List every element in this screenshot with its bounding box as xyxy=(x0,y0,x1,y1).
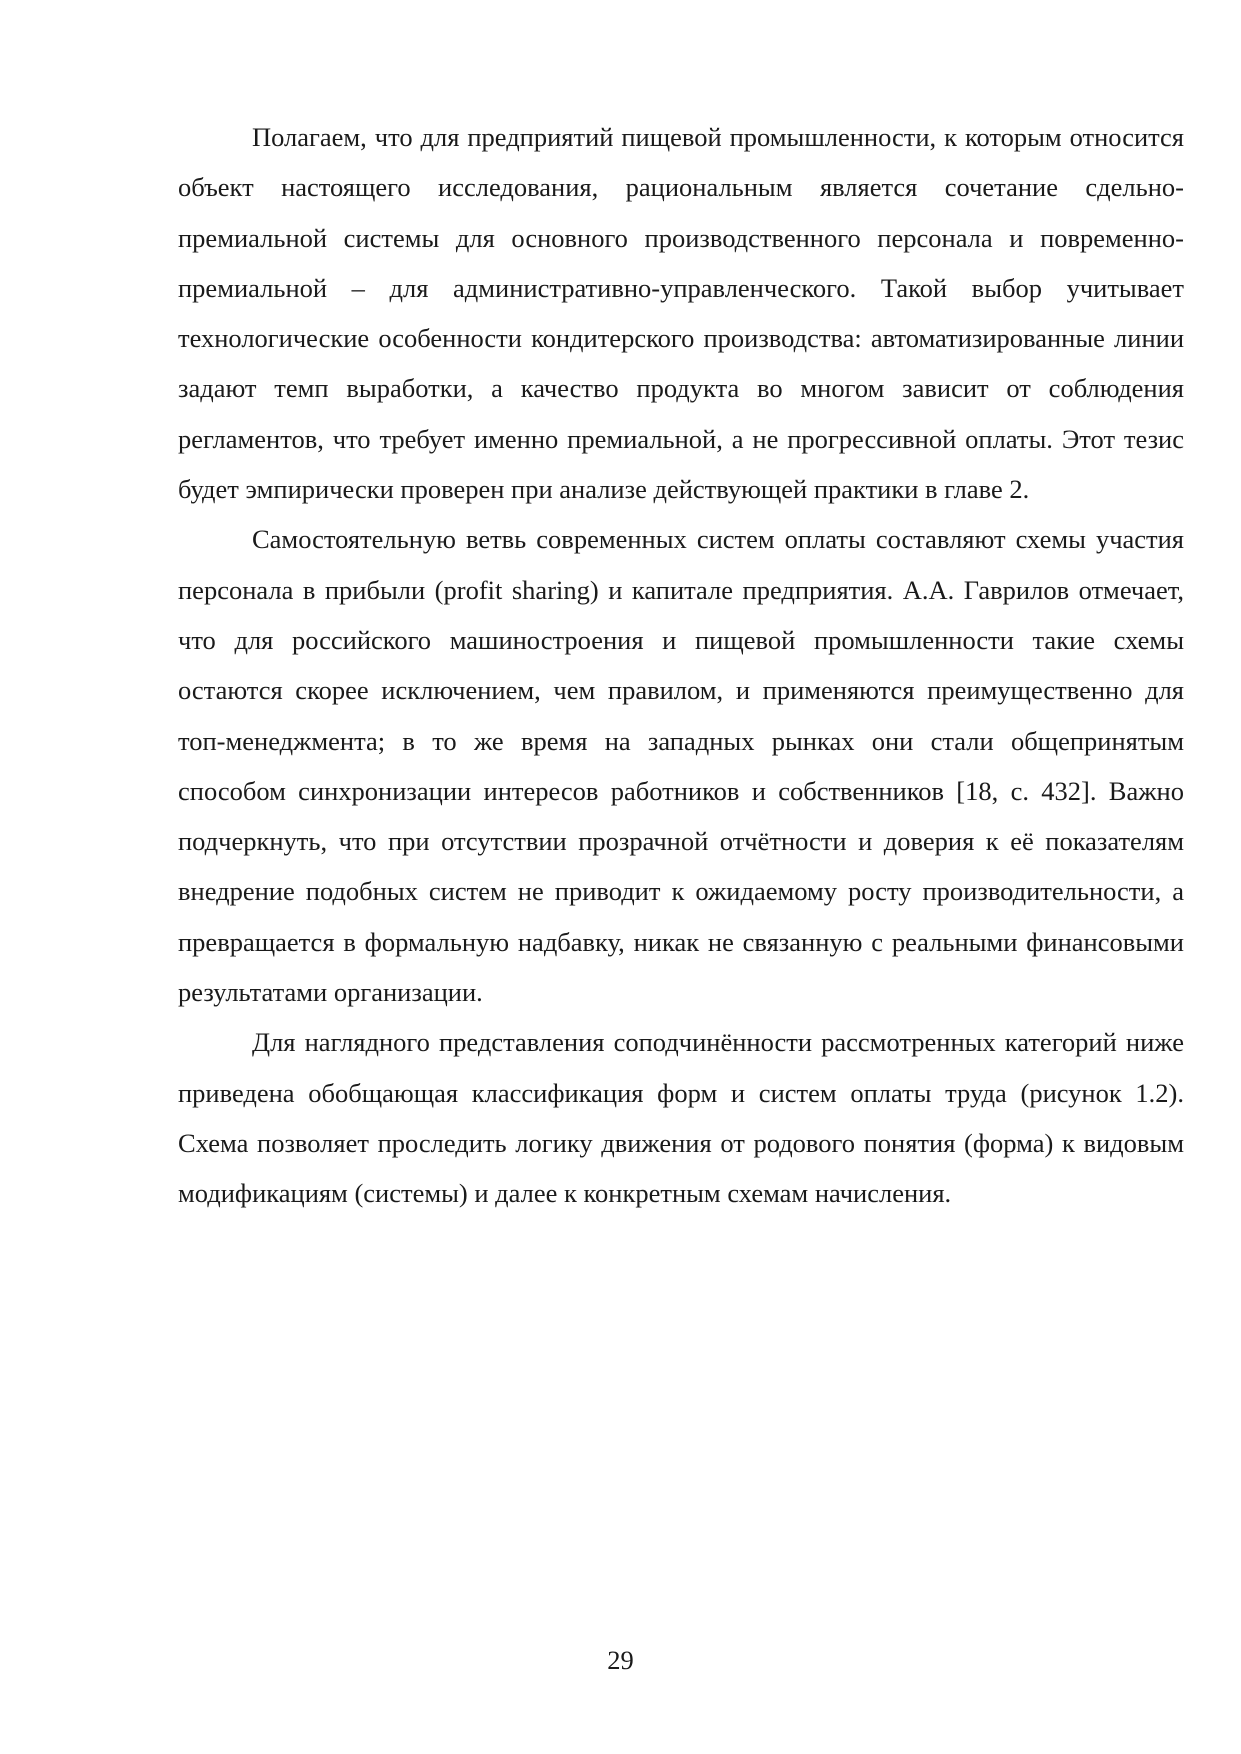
paragraph-3: Для наглядного представления соподчинённости рассмотренных категорий ниже приведена обобщающая классификация форм и систем оплаты труда (рисунок 1.2). Схема позволяет проследить логику движения от родового понятия (форма) к видовым модификациям (системы) и далее к конкретным схемам начисления. xyxy=(178,1027,1184,1209)
paragraph-1: Полагаем, что для предприятий пищевой промышленности, к которым относится объект настоящего исследования, рациональным является сочетание сдельно-премиальной системы для основного производственного персонала и повременно-премиальной – для административно-управленческого. Такой выбор учитывает технологические особенности кондитерского производства: автоматизированные линии задают темп выработки, а качество продукта во многом зависит от соблюдения регламентов, что требует именно премиальной, а не прогрессивной оплаты. Этот тезис будет эмпирически проверен при анализе действующей практики в главе 2. xyxy=(178,122,1184,505)
paragraph-2: Самостоятельную ветвь современных систем оплаты составляют схемы участия персонала в прибыли (profit sharing) и капитале предприятия. А.А. Гаврилов отмечает, что для российского машиностроения и пищевой промышленности такие схемы остаются скорее исключением, чем правилом, и применяются преимущественно для топ-менеджмента; в то же время на западных рынках они стали общепринятым способом синхронизации интересов работников и собственников [18, с. 432]. Важно подчеркнуть, что при отсутствии прозрачной отчётности и доверия к её показателям внедрение подобных систем не приводит к ожидаемому росту производительности, а превращается в формальную надбавку, никак не связанную с реальными финансовыми результатами организации. xyxy=(178,524,1184,1008)
page-number: 29 xyxy=(607,1645,634,1675)
body-text xyxy=(178,112,1184,1219)
